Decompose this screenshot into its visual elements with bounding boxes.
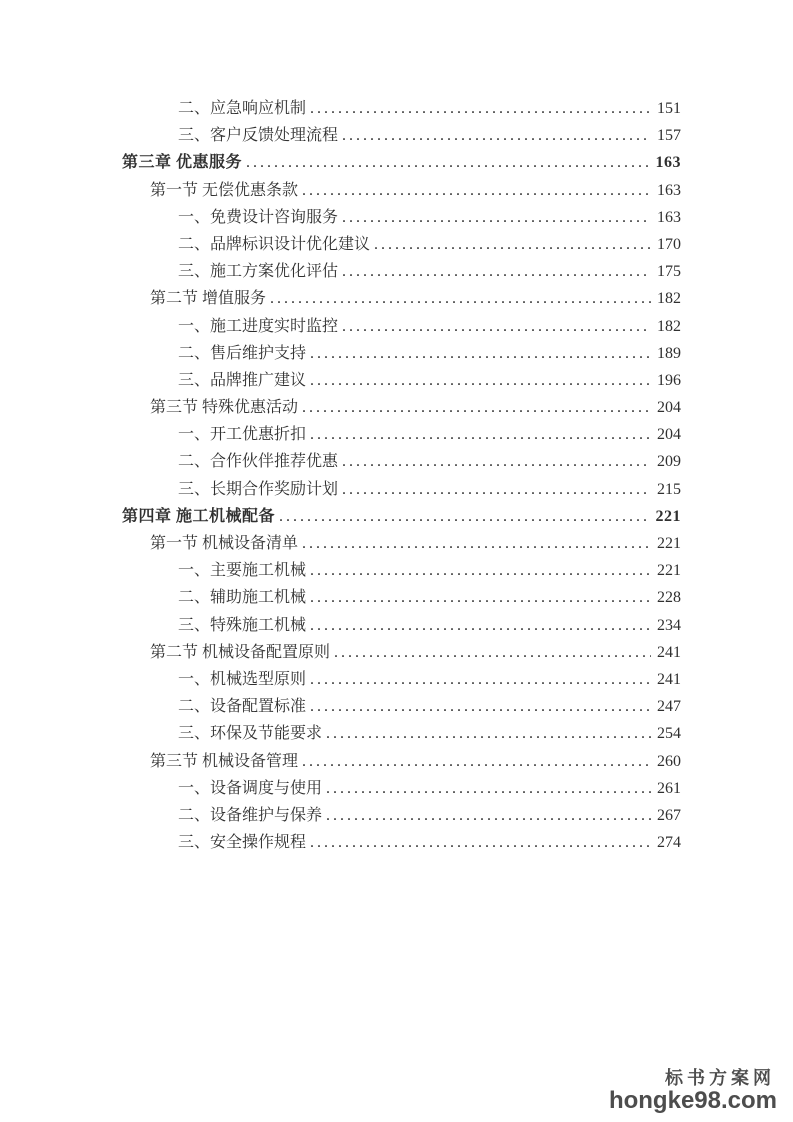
toc-entry-page-number: 182 — [657, 317, 681, 335]
dot-leader — [374, 231, 651, 258]
dot-leader — [310, 95, 651, 122]
toc-entry-label: 一、设备调度与使用 — [178, 779, 323, 797]
toc-entry — [0, 95, 681, 122]
toc-entry — [0, 503, 681, 530]
toc-entry-page-number: 175 — [657, 263, 681, 281]
dot-leader — [310, 421, 651, 448]
toc-entry-label: 一、免费设计咨询服务 — [178, 208, 339, 226]
toc-entry-page-number: 221 — [655, 507, 681, 525]
toc-entry-page-number: 221 — [657, 562, 681, 580]
dot-leader — [310, 612, 651, 639]
toc-entry-label: 二、售后维护支持 — [178, 344, 307, 362]
toc-entry — [0, 584, 681, 611]
dot-leader — [302, 394, 651, 421]
toc-entry-label: 二、品牌标识设计优化建议 — [178, 235, 371, 253]
toc-entry-page-number: 151 — [657, 100, 681, 117]
dot-leader — [326, 802, 651, 829]
dot-leader — [342, 313, 651, 340]
dot-leader — [302, 748, 651, 775]
dot-leader — [302, 530, 651, 557]
toc-entry-page-number: 204 — [657, 426, 681, 444]
toc-entry-page-number: 247 — [657, 698, 681, 716]
toc-entry-label: 二、设备配置标准 — [178, 698, 307, 716]
toc-entry — [0, 177, 681, 204]
toc-entry-label: 二、设备维护与保养 — [178, 806, 323, 824]
dot-leader — [302, 177, 651, 204]
toc-entry — [0, 748, 681, 775]
toc-entry-page-number: 274 — [657, 834, 681, 852]
toc-entry-page-number: 221 — [657, 535, 681, 552]
toc-entry-page-number: 170 — [657, 235, 681, 253]
toc-entry — [0, 394, 681, 421]
toc-entry — [0, 720, 681, 747]
dot-leader — [342, 122, 651, 149]
toc-entry-page-number: 204 — [657, 399, 681, 417]
dot-leader — [246, 149, 649, 176]
toc-entry — [0, 775, 681, 802]
toc-entry-page-number: 163 — [657, 181, 681, 199]
toc-entry-label: 三、长期合作奖励计划 — [178, 480, 339, 498]
table-of-contents — [0, 95, 681, 856]
toc-entry — [0, 693, 681, 720]
toc-entry — [0, 340, 681, 367]
toc-entry-label: 第二节 机械设备配置原则 — [150, 643, 331, 661]
toc-entry-page-number: 196 — [657, 371, 681, 389]
dot-leader — [310, 666, 651, 693]
toc-entry — [0, 149, 681, 176]
toc-entry-page-number: 234 — [657, 616, 681, 634]
toc-entry — [0, 612, 681, 639]
toc-entry-label: 三、安全操作规程 — [178, 834, 307, 852]
toc-entry-page-number: 163 — [655, 154, 681, 172]
toc-entry-label: 二、合作伙伴推荐优惠 — [178, 453, 339, 471]
dot-leader — [310, 693, 651, 720]
toc-entry-page-number: 254 — [657, 725, 681, 743]
dot-leader — [342, 204, 651, 231]
toc-entry-page-number: 267 — [657, 806, 681, 824]
toc-entry — [0, 802, 681, 829]
dot-leader — [326, 775, 651, 802]
toc-entry — [0, 639, 681, 666]
watermark-site-name: 标书方案网 — [665, 1068, 775, 1088]
toc-entry-page-number: 241 — [657, 670, 681, 688]
toc-entry-label: 一、主要施工机械 — [178, 562, 307, 580]
dot-leader — [279, 503, 649, 530]
toc-entry-label: 一、机械选型原则 — [178, 670, 307, 688]
toc-entry — [0, 285, 681, 312]
toc-entry-label: 一、开工优惠折扣 — [178, 426, 307, 444]
toc-entry-label: 第一节 无偿优惠条款 — [150, 181, 299, 199]
dot-leader — [310, 340, 651, 367]
dot-leader — [342, 476, 651, 503]
toc-entry — [0, 421, 681, 448]
toc-entry-label: 第二节 增值服务 — [150, 290, 267, 308]
toc-entry-label: 第三节 机械设备管理 — [150, 752, 299, 770]
toc-entry-label: 第一节 机械设备清单 — [150, 535, 299, 552]
dot-leader — [342, 258, 651, 285]
toc-entry — [0, 666, 681, 693]
toc-entry-label: 三、客户反馈处理流程 — [178, 127, 339, 145]
toc-entry — [0, 258, 681, 285]
toc-entry — [0, 448, 681, 475]
dot-leader — [310, 829, 651, 856]
dot-leader — [326, 720, 651, 747]
toc-entry-page-number: 241 — [657, 643, 681, 661]
toc-entry-label: 三、环保及节能要求 — [178, 725, 323, 743]
toc-entry-page-number: 260 — [657, 752, 681, 770]
toc-entry — [0, 476, 681, 503]
toc-entry-label: 第四章 施工机械配备 — [122, 507, 276, 525]
toc-entry — [0, 829, 681, 856]
toc-entry — [0, 231, 681, 258]
watermark-site-url: hongke98.com — [608, 1087, 777, 1114]
toc-entry-page-number: 189 — [657, 344, 681, 362]
toc-entry-label: 一、施工进度实时监控 — [178, 317, 339, 335]
toc-entry-page-number: 228 — [657, 589, 681, 607]
dot-leader — [334, 639, 651, 666]
toc-entry-page-number: 157 — [657, 127, 681, 145]
toc-entry-label: 第三节 特殊优惠活动 — [150, 399, 299, 417]
toc-entry-label: 二、应急响应机制 — [178, 100, 307, 117]
dot-leader — [310, 367, 651, 394]
toc-entry-page-number: 261 — [657, 779, 681, 797]
dot-leader — [310, 584, 651, 611]
watermark — [609, 1068, 777, 1112]
toc-entry-label: 二、辅助施工机械 — [178, 589, 307, 607]
toc-entry-label: 三、特殊施工机械 — [178, 616, 307, 634]
toc-entry-page-number: 209 — [657, 453, 681, 471]
toc-entry — [0, 557, 681, 584]
toc-entry — [0, 530, 681, 557]
dot-leader — [270, 285, 651, 312]
dot-leader — [342, 448, 651, 475]
toc-entry-label: 三、施工方案优化评估 — [178, 263, 339, 281]
toc-entry — [0, 313, 681, 340]
toc-entry-label: 三、品牌推广建议 — [178, 371, 307, 389]
toc-entry — [0, 122, 681, 149]
toc-entry — [0, 367, 681, 394]
toc-entry-page-number: 163 — [657, 208, 681, 226]
toc-entry-page-number: 182 — [657, 290, 681, 308]
toc-entry-page-number: 215 — [657, 480, 681, 498]
dot-leader — [310, 557, 651, 584]
toc-entry — [0, 204, 681, 231]
toc-entry-label: 第三章 优惠服务 — [122, 154, 243, 172]
